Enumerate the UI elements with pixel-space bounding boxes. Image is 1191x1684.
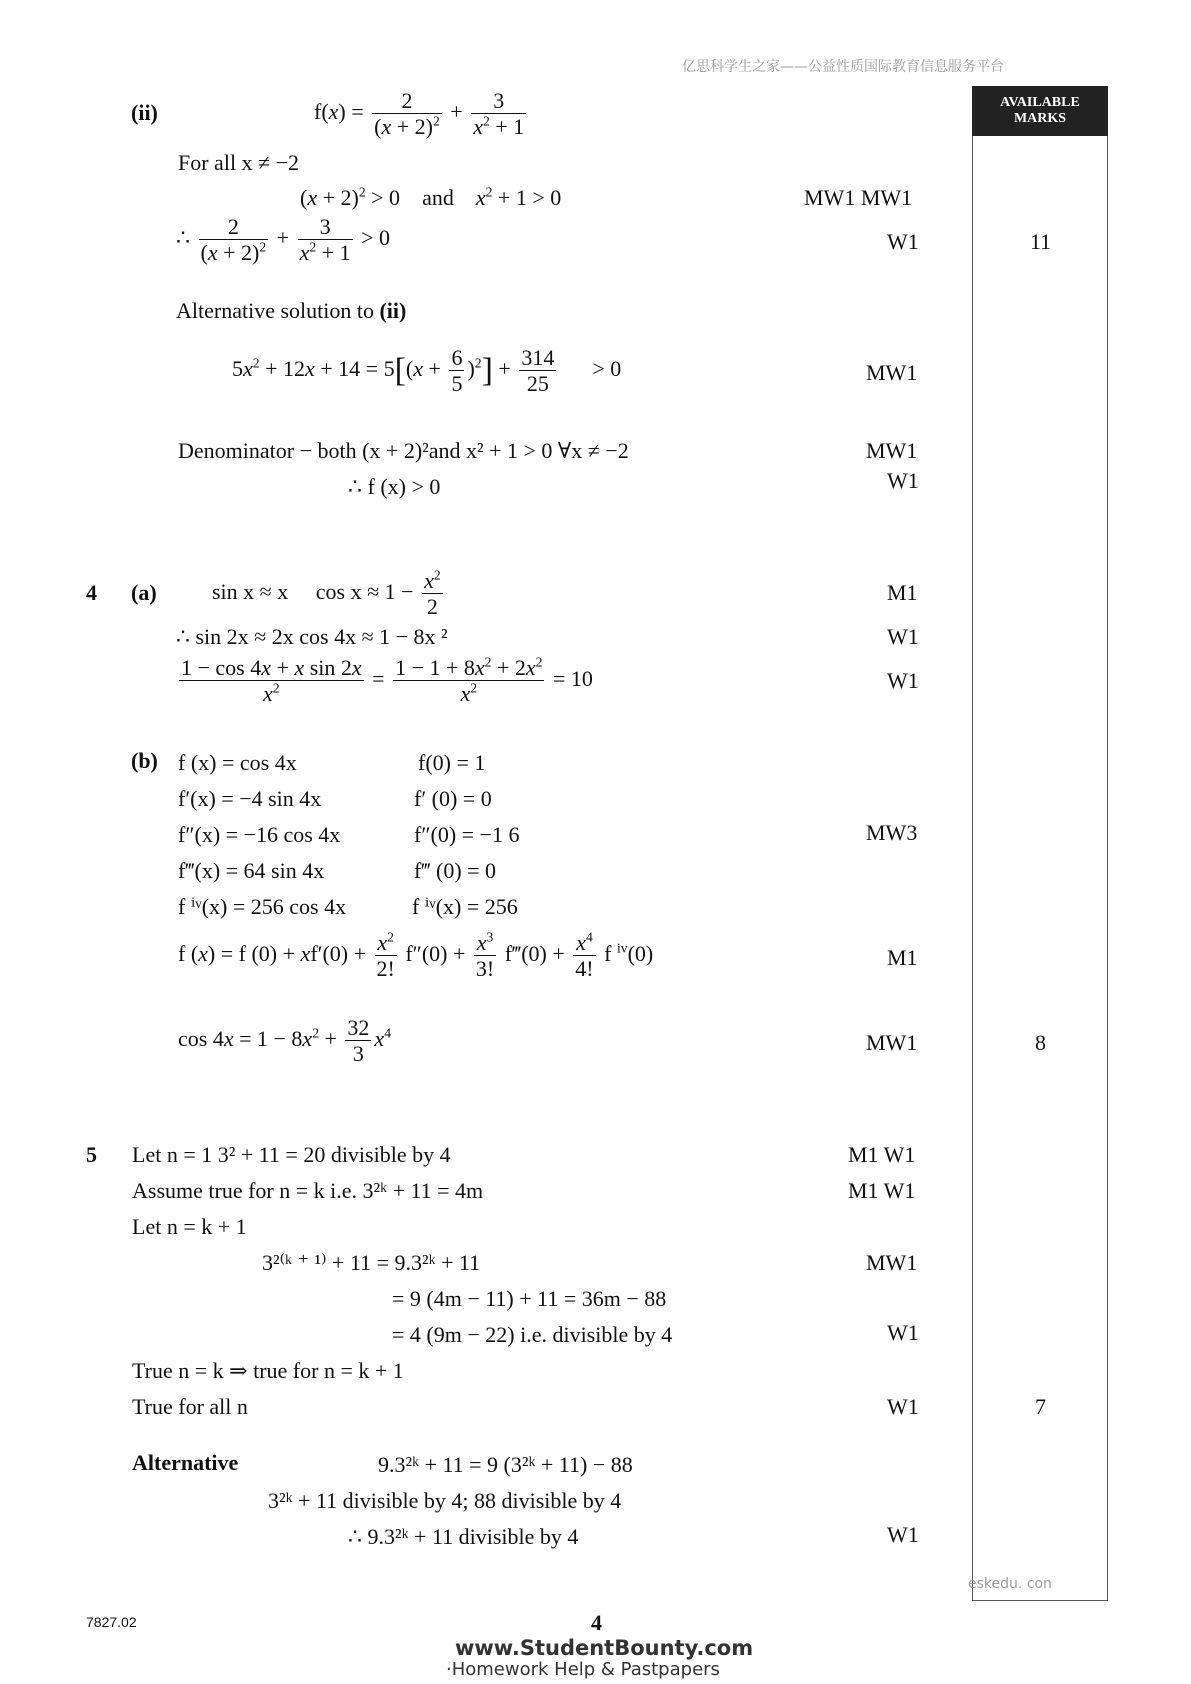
studentbounty-tagline: ·Homework Help & Pastpapers <box>446 1659 720 1680</box>
available-marks-heading <box>972 86 1108 136</box>
total-marks-5: 7 <box>1035 1394 1046 1419</box>
question-number-5: 5 <box>86 1142 97 1167</box>
derivative-rhs-0: f(0) = 1 <box>418 750 486 775</box>
completed-square: $5x^2 + 12x + 14 = 5[(x$ + $\frac{6}{5}$ )$^2$] + $\frac{314}{25}$ > 0 <box>232 345 622 397</box>
therefore-sum-positive: ∴ $\frac{2}{(x + 2)^2}$ + $\frac{3}{x^2 + 1}$ > 0 <box>176 214 390 266</box>
derivative-rhs-4: f ⁱᵛ(x) = 256 <box>412 894 518 919</box>
mark-m1-w1-5b: M1 W1 <box>848 1178 916 1203</box>
derivative-lhs-1: f′(x) = −4 sin 4x <box>178 786 322 811</box>
alternative-step-1: 9.3²ᵏ + 11 = 9 (3²ᵏ + 11) − 88 <box>378 1452 633 1477</box>
base-case: Let n = 1 3² + 11 = 20 divisible by 4 <box>132 1142 451 1167</box>
alternative-step-2: 3²ᵏ + 11 divisible by 4; 88 divisible by 4 <box>268 1488 622 1513</box>
part-label-ii: (ii) <box>131 100 158 125</box>
mark-mw1-mw1: MW1 MW1 <box>804 185 913 210</box>
paper-code: 7827.02 <box>86 1614 137 1630</box>
total-marks-3: 11 <box>1030 229 1052 254</box>
mark-m1-w1-5a: M1 W1 <box>848 1142 916 1167</box>
fx-definition: f(x) = $\frac{2}{(x + 2)^2}$ + $\frac{3}{x^2 + 1}$ <box>314 88 525 140</box>
let-n-k-plus-1: Let n = k + 1 <box>132 1214 247 1239</box>
heading-line1: AVAILABLE <box>1000 95 1080 110</box>
mark-w1-5a: W1 <box>887 1320 919 1345</box>
derivative-lhs-2: f″(x) = −16 cos 4x <box>178 822 341 847</box>
inductive-hypothesis: Assume true for n = k i.e. 3²ᵏ + 11 = 4m <box>132 1178 484 1203</box>
inductive-step-1: 3²⁽ᵏ ⁺ ¹⁾ + 11 = 9.3²ᵏ + 11 <box>262 1250 481 1275</box>
site-banner: 亿思科学生之家——公益性质国际教育信息服务平台 <box>682 59 1004 75</box>
cos4x-series: $\cos 4x = 1 - 8x^2$ + $\frac{32}{3}$ $x^4$ <box>178 1015 391 1067</box>
watermark-text: eskedu. con <box>968 1576 1052 1592</box>
approx-2x-4x: ∴ sin 2x ≈ 2x cos 4x ≈ 1 − 8x ² <box>176 624 448 649</box>
small-angle-approx: sin x ≈ x cos x ≈ 1 − $\frac{x^2}{2}$ <box>212 567 441 620</box>
derivative-rhs-3: f‴ (0) = 0 <box>414 858 497 883</box>
alternative-step-3: ∴ 9.3²ᵏ + 11 divisible by 4 <box>348 1524 579 1549</box>
mark-mw3: MW3 <box>866 820 918 845</box>
inductive-step-2: = 9 (4m − 11) + 11 = 36m − 88 <box>392 1286 667 1311</box>
mark-w1-5b: W1 <box>887 1394 919 1419</box>
inductive-step-3: = 4 (9m − 22) i.e. divisible by 4 <box>392 1322 673 1347</box>
mark-w1: W1 <box>887 229 919 254</box>
derivative-lhs-4: f ⁱᵛ(x) = 256 cos 4x <box>178 894 347 919</box>
positivity-line: $(x + 2)^2 > 0$ and $x^2 + 1 > 0$ <box>300 184 562 210</box>
mark-m1-4a: M1 <box>887 580 918 605</box>
maclaurin-formula: f (x) = f (0) + xf′(0) + $\frac{x^2}{2!}$ f″(0) + $\frac{x^3}{3!}$ f‴(0) + $\frac{x^4}{4!}$ f $^{iv}$(0) <box>178 929 654 982</box>
alternative-label: Alternative <box>132 1450 239 1475</box>
mark-mw1-alt: MW1 <box>866 360 918 385</box>
true-for-all-n: True for all n <box>132 1394 248 1419</box>
marks-column-border <box>972 86 1108 1601</box>
derivative-lhs-3: f‴(x) = 64 sin 4x <box>178 858 325 883</box>
mark-w1-alt: W1 <box>887 1522 919 1547</box>
derivative-lhs-0: f (x) = cos 4x <box>178 750 297 775</box>
part-label-a: (a) <box>131 580 157 605</box>
implication-line: True n = k ⇒ true for n = k + 1 <box>132 1358 404 1383</box>
limit-evaluation: $\frac{\text{1 − cos 4x + x sin 2x}}{x^2}$ = $\frac{1 - 1 + 8x^2 + 2x^2}{x^2}$ = 10 <box>181 654 593 707</box>
for-all-line: For all x ≠ −2 <box>178 150 300 175</box>
mark-w1-4a-2: W1 <box>887 668 919 693</box>
studentbounty-logo[interactable]: www.StudentBounty.com <box>455 1636 754 1660</box>
mark-w1-4a-1: W1 <box>887 624 919 649</box>
total-marks-4: 8 <box>1035 1030 1046 1055</box>
mark-mw1-denominator: MW1 <box>866 438 918 463</box>
derivative-rhs-2: f″(0) = −1 6 <box>414 822 520 847</box>
mark-mw1-4b: MW1 <box>866 1030 918 1055</box>
mark-mw1-5: MW1 <box>866 1250 918 1275</box>
page-number: 4 <box>591 1610 602 1635</box>
question-number-4: 4 <box>86 580 97 605</box>
alt-solution-heading: Alternative solution to (ii) <box>176 298 407 323</box>
conclusion-fx-positive: ∴ f (x) > 0 <box>348 474 441 499</box>
heading-line2: MARKS <box>1013 111 1067 126</box>
denominator-line: Denominator − both (x + 2)²and x² + 1 > 0 ∀x ≠ −2 <box>178 438 629 463</box>
mark-m1-4b: M1 <box>887 945 918 970</box>
derivative-rhs-1: f′ (0) = 0 <box>414 786 492 811</box>
part-label-b: (b) <box>131 748 158 773</box>
mark-w1-conclusion: W1 <box>887 468 919 493</box>
